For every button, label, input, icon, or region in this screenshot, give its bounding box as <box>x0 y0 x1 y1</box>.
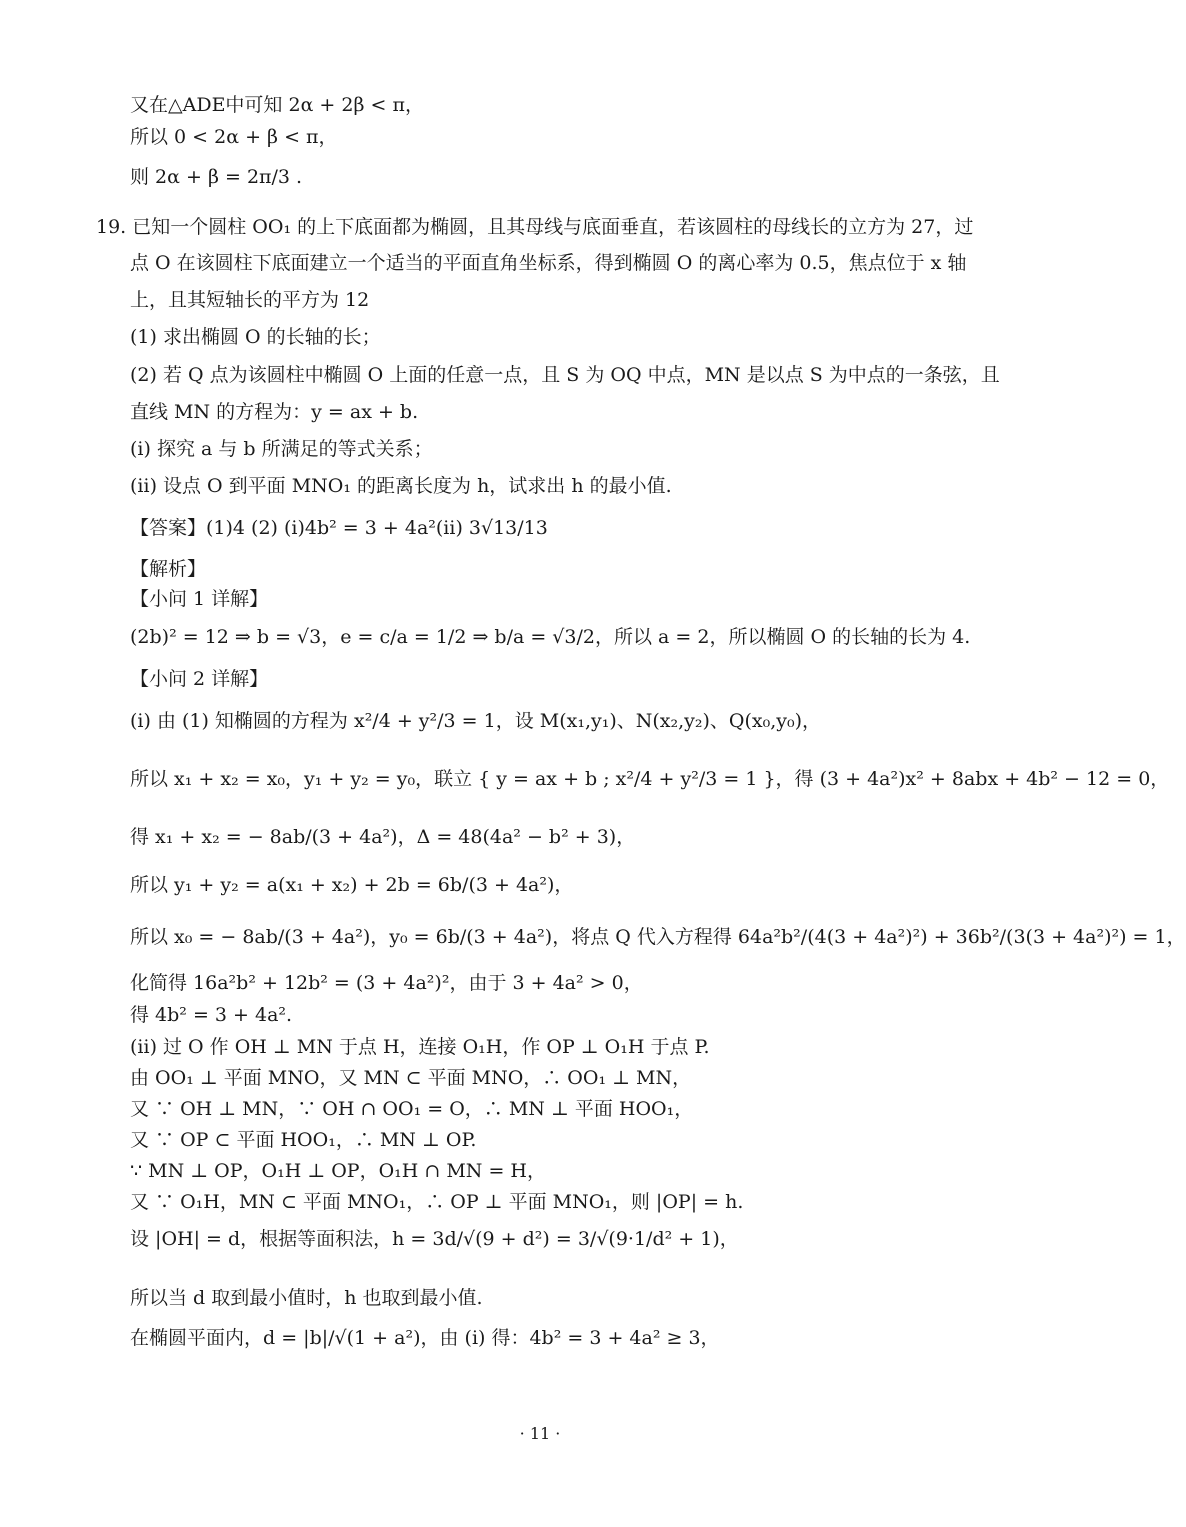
text-line: 19. 已知一个圆柱 OO₁ 的上下底面都为椭圆，且其母线与底面垂直，若该圆柱的母线长的立方为 27，过 <box>96 216 974 238</box>
text-line: (ⅱ) 过 O 作 OH ⊥ MN 于点 H，连接 O₁H，作 OP ⊥ O₁H 于点 P. <box>130 1036 710 1058</box>
text-line: 【小问 1 详解】 <box>130 588 269 610</box>
text-line: 化简得 16a²b² + 12b² = (3 + 4a²)²，由于 3 + 4a² > 0， <box>130 972 643 994</box>
text-line: (i) 探究 a 与 b 所满足的等式关系； <box>130 438 433 460</box>
text-line: 所以当 d 取到最小值时，h 也取到最小值. <box>130 1287 483 1309</box>
text-line: 点 O 在该圆柱下底面建立一个适当的平面直角坐标系，得到椭圆 O 的离心率为 0.5，焦点位于 x 轴 <box>130 252 967 274</box>
text-line: 【答案】(1)4 (2) (i)4b² = 3 + 4a²(ⅱ) 3√13/13 <box>130 517 548 539</box>
text-line: 【解析】 <box>130 558 207 580</box>
page-number: · 11 · <box>519 1424 561 1443</box>
text-line: ∵ MN ⊥ OP，O₁H ⊥ OP，O₁H ∩ MN = H， <box>130 1160 546 1182</box>
text-line: 在椭圆平面内，d = |b|/√(1 + a²)，由 (i) 得：4b² = 3 + 4a² ≥ 3， <box>130 1327 720 1349</box>
text-line: 所以 y₁ + y₂ = a(x₁ + x₂) + 2b = 6b/(3 + 4a²)， <box>130 874 574 896</box>
text-line: (1) 求出椭圆 O 的长轴的长； <box>130 326 381 348</box>
text-line: 【小问 2 详解】 <box>130 668 269 690</box>
text-line: 上，且其短轴长的平方为 12 <box>130 289 370 311</box>
text-line: 又在△ADE中可知 2α + 2β < π， <box>130 94 424 116</box>
text-line: 得 4b² = 3 + 4a². <box>130 1004 293 1026</box>
text-line: 又 ∵ OP ⊂ 平面 HOO₁，∴ MN ⊥ OP. <box>130 1129 477 1151</box>
text-line: 又 ∵ OH ⊥ MN，∵ OH ∩ OO₁ = O，∴ MN ⊥ 平面 HOO₁， <box>130 1098 694 1120</box>
text-line: 所以 0 < 2α + β < π， <box>130 126 338 148</box>
text-line: 所以 x₀ = − 8ab/(3 + 4a²)，y₀ = 6b/(3 + 4a²)，将点 Q 代入方程得 64a²b²/(4(3 + 4a²)²) + 36b²/(3(3 + 4a²)²) = 1， <box>130 926 1186 948</box>
text-line: 又 ∵ O₁H，MN ⊂ 平面 MNO₁，∴ OP ⊥ 平面 MNO₁，则 |OP| = h. <box>130 1191 744 1213</box>
text-line: 所以 x₁ + x₂ = x₀，y₁ + y₂ = y₀，联立 { y = ax + b ; x²/4 + y²/3 = 1 }，得 (3 + 4a²)x² + 8abx + 4b² − 12 = 0， <box>130 768 1170 790</box>
text-line: 设 |OH| = d，根据等面积法，h = 3d/√(9 + d²) = 3/√(9·1/d² + 1)， <box>130 1228 739 1250</box>
text-line: (2b)² = 12 ⇒ b = √3，e = c/a = 1/2 ⇒ b/a = √3/2，所以 a = 2，所以椭圆 O 的长轴的长为 4. <box>130 626 971 648</box>
text-line: (ⅱ) 设点 O 到平面 MNO₁ 的距离长度为 h，试求出 h 的最小值. <box>130 475 672 497</box>
text-line: (i) 由 (1) 知椭圆的方程为 x²/4 + y²/3 = 1，设 M(x₁,y₁)、N(x₂,y₂)、Q(x₀,y₀)， <box>130 710 822 732</box>
text-line: 直线 MN 的方程为：y = ax + b. <box>130 401 419 423</box>
text-line: (2) 若 Q 点为该圆柱中椭圆 O 上面的任意一点，且 S 为 OQ 中点，MN 是以点 S 为中点的一条弦，且 <box>130 364 1000 386</box>
text-line: 则 2α + β = 2π/3 . <box>130 166 303 188</box>
text-line: 由 OO₁ ⊥ 平面 MNO，又 MN ⊂ 平面 MNO，∴ OO₁ ⊥ MN， <box>130 1067 692 1089</box>
text-line: 得 x₁ + x₂ = − 8ab/(3 + 4a²)，Δ = 48(4a² − b² + 3)， <box>130 826 636 848</box>
